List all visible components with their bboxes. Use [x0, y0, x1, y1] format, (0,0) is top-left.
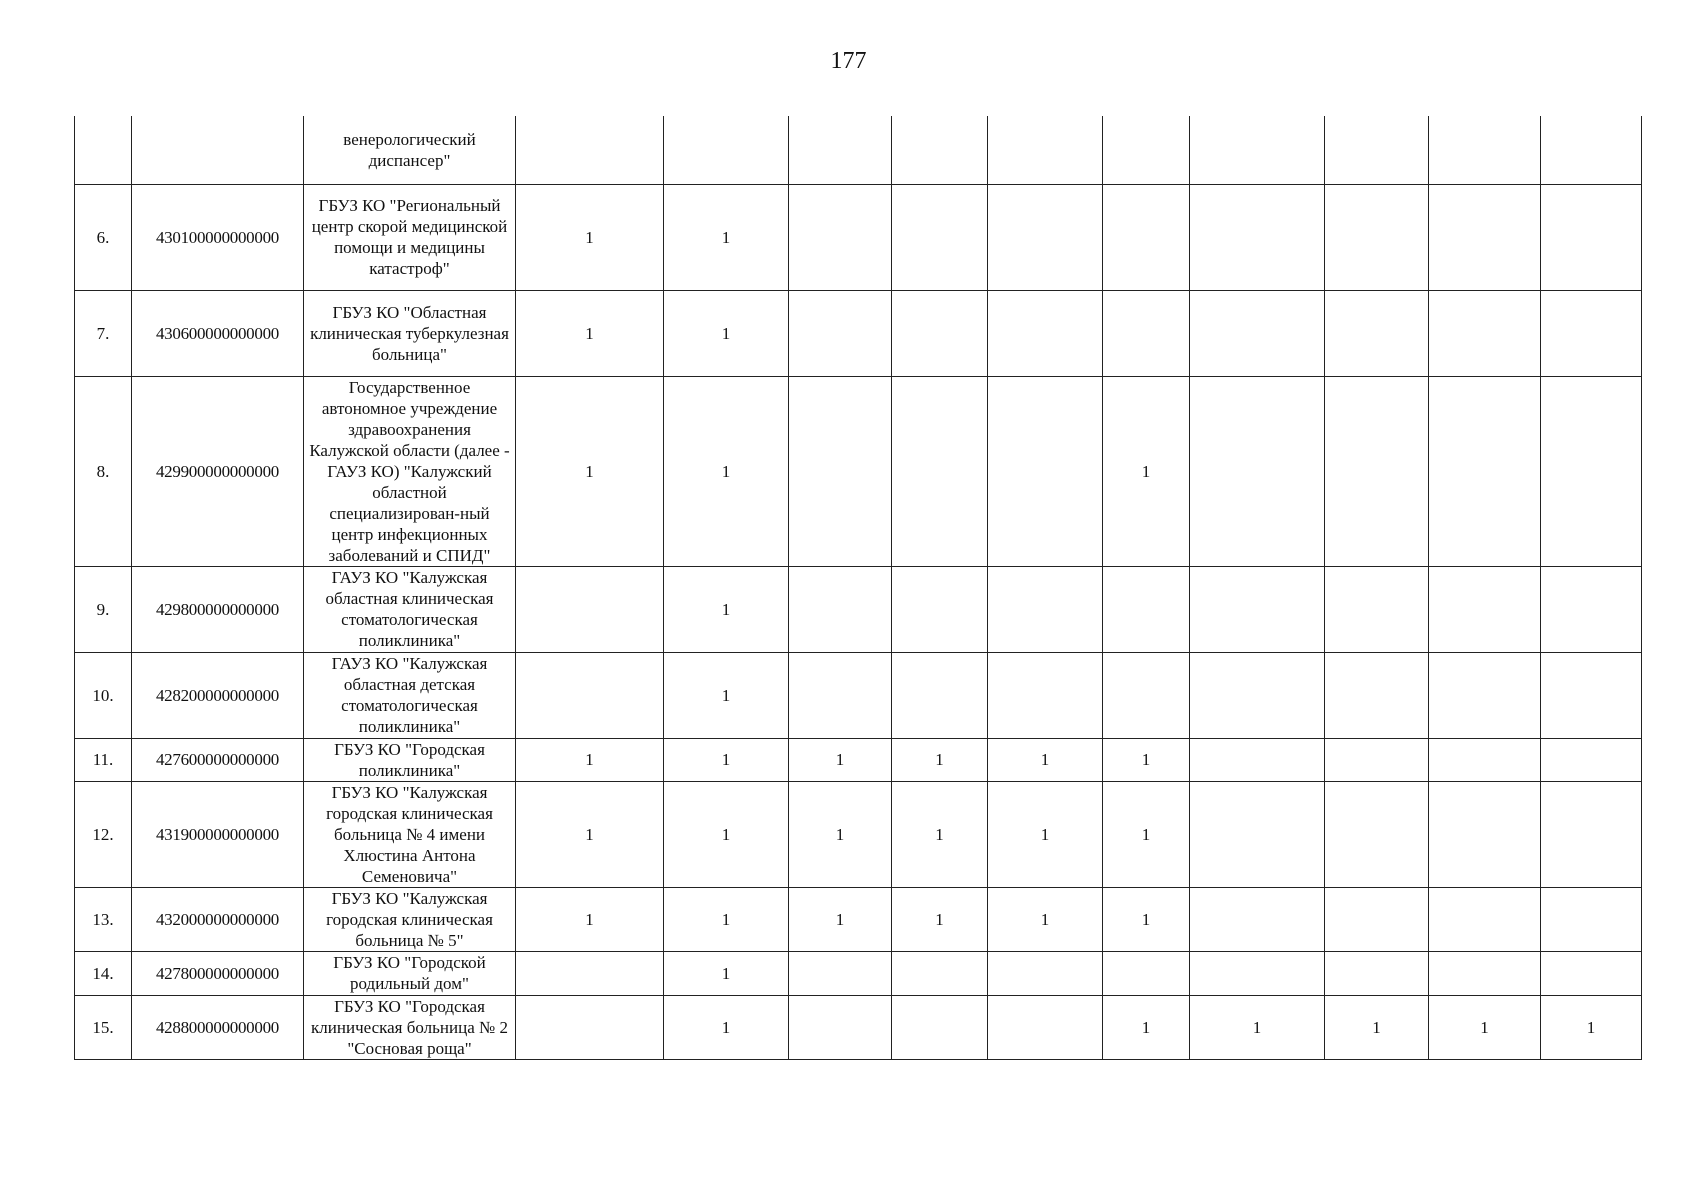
value-cell: 1 [1541, 995, 1642, 1059]
value-cell [988, 951, 1103, 995]
table-row [75, 652, 1642, 738]
value-cell [1429, 290, 1541, 376]
value-cell [1429, 566, 1541, 652]
value-cell [892, 951, 988, 995]
row-number-cell: 6. [75, 184, 132, 290]
value-cell: 1 [664, 652, 789, 738]
table-row [75, 376, 1642, 566]
row-number-cell: 9. [75, 566, 132, 652]
value-cell [1325, 951, 1429, 995]
value-cell: 1 [1103, 995, 1190, 1059]
value-cell: 1 [988, 887, 1103, 951]
value-cell [1103, 652, 1190, 738]
value-cell [1325, 781, 1429, 887]
value-cell [516, 566, 664, 652]
value-cell: 1 [1325, 995, 1429, 1059]
value-cell: 1 [1190, 995, 1325, 1059]
organization-name-cell: ГБУЗ КО "Городская поликлиника" [304, 738, 516, 781]
okpo-code-cell: 430600000000000 [132, 290, 304, 376]
okpo-code-cell: 430100000000000 [132, 184, 304, 290]
organization-name-cell: Государственное автономное учреждение здравоохранения Калужской области (далее - ГАУЗ КО) "Калужский областной специализирован-ный центр инфекционных заболеваний и СПИД" [304, 376, 516, 566]
organization-name-cell: ГБУЗ КО "Калужская городская клиническая больница № 4 имени Хлюстина Антона Семеновича" [304, 781, 516, 887]
value-cell: 1 [516, 738, 664, 781]
data-table [74, 116, 1642, 1060]
value-cell [1103, 951, 1190, 995]
value-cell [988, 995, 1103, 1059]
value-cell [789, 951, 892, 995]
value-cell: 1 [516, 887, 664, 951]
value-cell: 1 [664, 951, 789, 995]
organization-name-cell: ГБУЗ КО "Городской родильный дом" [304, 951, 516, 995]
table-row [75, 738, 1642, 781]
organization-name-cell: ГБУЗ КО "Калужская городская клиническая больница № 5" [304, 887, 516, 951]
value-cell [1190, 116, 1325, 184]
value-cell [1429, 116, 1541, 184]
row-number-cell: 8. [75, 376, 132, 566]
table-row [75, 951, 1642, 995]
value-cell [892, 652, 988, 738]
value-cell [516, 652, 664, 738]
row-number-cell: 15. [75, 995, 132, 1059]
value-cell [1541, 116, 1642, 184]
row-number-cell: 7. [75, 290, 132, 376]
row-number-cell: 10. [75, 652, 132, 738]
row-number-cell: 14. [75, 951, 132, 995]
okpo-code-cell: 428200000000000 [132, 652, 304, 738]
value-cell: 1 [789, 887, 892, 951]
value-cell [1190, 290, 1325, 376]
value-cell: 1 [892, 781, 988, 887]
value-cell: 1 [664, 566, 789, 652]
row-number-cell: 11. [75, 738, 132, 781]
value-cell [1103, 184, 1190, 290]
row-number-cell: 13. [75, 887, 132, 951]
value-cell: 1 [516, 184, 664, 290]
value-cell [892, 566, 988, 652]
value-cell [1325, 184, 1429, 290]
value-cell [1103, 566, 1190, 652]
value-cell [1190, 738, 1325, 781]
value-cell [1429, 184, 1541, 290]
organization-name-cell: ГАУЗ КО "Калужская областная клиническая стоматологическая поликлиника" [304, 566, 516, 652]
value-cell [789, 995, 892, 1059]
value-cell [1541, 376, 1642, 566]
value-cell: 1 [1103, 781, 1190, 887]
row-number-cell [75, 116, 132, 184]
value-cell [892, 116, 988, 184]
value-cell [892, 995, 988, 1059]
value-cell [1325, 738, 1429, 781]
value-cell: 1 [988, 781, 1103, 887]
value-cell [1190, 184, 1325, 290]
organization-name-cell: ГБУЗ КО "Региональный центр скорой медицинской помощи и медицины катастроф" [304, 184, 516, 290]
organization-name-cell: ГБУЗ КО "Областная клиническая туберкулезная больница" [304, 290, 516, 376]
value-cell: 1 [664, 376, 789, 566]
value-cell [1190, 566, 1325, 652]
value-cell [1190, 887, 1325, 951]
value-cell: 1 [664, 290, 789, 376]
value-cell [1190, 781, 1325, 887]
okpo-code-cell: 432000000000000 [132, 887, 304, 951]
value-cell: 1 [1103, 376, 1190, 566]
value-cell: 1 [1103, 887, 1190, 951]
okpo-code-cell: 431900000000000 [132, 781, 304, 887]
value-cell [789, 290, 892, 376]
value-cell [1429, 376, 1541, 566]
organization-name-cell: венерологический диспансер" [304, 116, 516, 184]
value-cell [892, 184, 988, 290]
value-cell: 1 [1429, 995, 1541, 1059]
value-cell [1541, 290, 1642, 376]
value-cell [1325, 566, 1429, 652]
value-cell [1325, 376, 1429, 566]
table-row [75, 116, 1642, 184]
okpo-code-cell: 429900000000000 [132, 376, 304, 566]
value-cell [516, 951, 664, 995]
value-cell [1541, 652, 1642, 738]
value-cell [1429, 887, 1541, 951]
value-cell: 1 [892, 738, 988, 781]
value-cell [1541, 738, 1642, 781]
okpo-code-cell [132, 116, 304, 184]
value-cell [1190, 652, 1325, 738]
value-cell [1325, 116, 1429, 184]
value-cell [1429, 652, 1541, 738]
okpo-code-cell: 429800000000000 [132, 566, 304, 652]
okpo-code-cell: 427600000000000 [132, 738, 304, 781]
value-cell [789, 566, 892, 652]
value-cell [1190, 376, 1325, 566]
value-cell [789, 652, 892, 738]
value-cell [988, 184, 1103, 290]
value-cell: 1 [516, 376, 664, 566]
value-cell [892, 290, 988, 376]
value-cell [789, 184, 892, 290]
value-cell [892, 376, 988, 566]
value-cell [1429, 738, 1541, 781]
value-cell: 1 [516, 781, 664, 887]
value-cell: 1 [664, 781, 789, 887]
value-cell [988, 652, 1103, 738]
value-cell [1541, 781, 1642, 887]
value-cell [1325, 652, 1429, 738]
value-cell: 1 [1103, 738, 1190, 781]
value-cell [1103, 290, 1190, 376]
value-cell [1103, 116, 1190, 184]
table-row [75, 995, 1642, 1059]
okpo-code-cell: 427800000000000 [132, 951, 304, 995]
table-row [75, 781, 1642, 887]
value-cell: 1 [664, 738, 789, 781]
value-cell [1429, 781, 1541, 887]
value-cell [1429, 951, 1541, 995]
value-cell [789, 116, 892, 184]
value-cell: 1 [516, 290, 664, 376]
row-number-cell: 12. [75, 781, 132, 887]
value-cell [988, 116, 1103, 184]
value-cell: 1 [789, 738, 892, 781]
value-cell [516, 995, 664, 1059]
value-cell [1541, 566, 1642, 652]
value-cell [1541, 887, 1642, 951]
table-row [75, 566, 1642, 652]
page-number: 177 [830, 48, 867, 74]
value-cell [1190, 951, 1325, 995]
table-row [75, 184, 1642, 290]
value-cell: 1 [664, 184, 789, 290]
value-cell: 1 [789, 781, 892, 887]
value-cell [1325, 290, 1429, 376]
organization-name-cell: ГБУЗ КО "Городская клиническая больница № 2 "Сосновая роща" [304, 995, 516, 1059]
table-row [75, 290, 1642, 376]
value-cell [664, 116, 789, 184]
value-cell: 1 [892, 887, 988, 951]
value-cell [988, 376, 1103, 566]
table-row [75, 887, 1642, 951]
value-cell [516, 116, 664, 184]
value-cell: 1 [664, 995, 789, 1059]
value-cell [988, 566, 1103, 652]
value-cell [789, 376, 892, 566]
value-cell: 1 [664, 887, 789, 951]
okpo-code-cell: 428800000000000 [132, 995, 304, 1059]
value-cell [1541, 184, 1642, 290]
value-cell: 1 [988, 738, 1103, 781]
value-cell [1541, 951, 1642, 995]
value-cell [1325, 887, 1429, 951]
value-cell [988, 290, 1103, 376]
organization-name-cell: ГАУЗ КО "Калужская областная детская стоматологическая поликлиника" [304, 652, 516, 738]
